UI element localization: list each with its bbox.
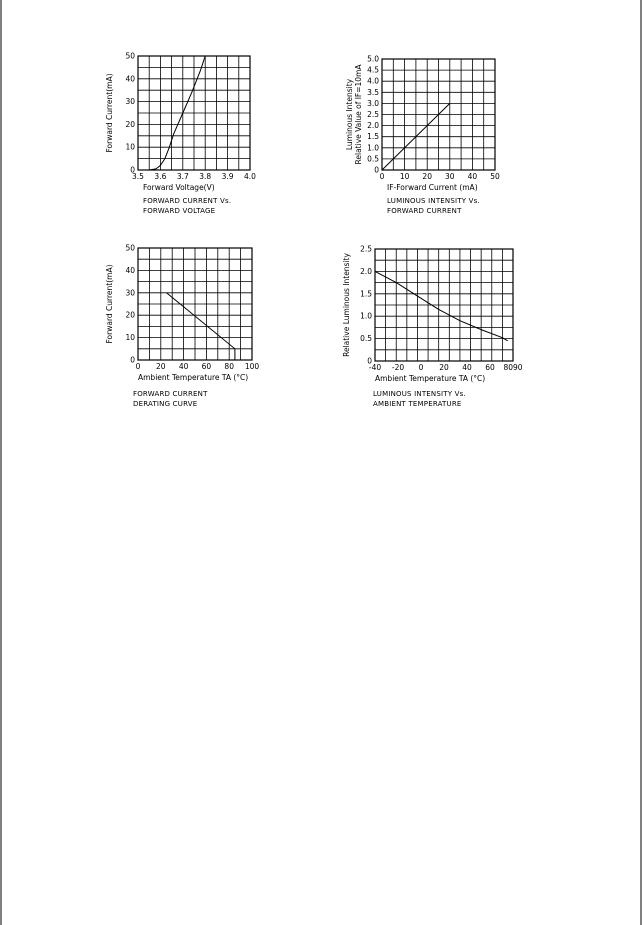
y-tick-label: 4.5 <box>367 65 379 75</box>
chart2-caption-line2: FORWARD CURRENT <box>387 207 462 215</box>
y-tick-label: 30 <box>125 97 135 107</box>
chart3-caption-line1: FORWARD CURRENT <box>133 390 208 398</box>
y-tick-label: 2.0 <box>367 121 379 131</box>
y-axis-label-secondary: Relative Value of IF=10mA <box>354 64 363 165</box>
y-tick-label: 40 <box>125 265 135 275</box>
x-tick-label: 8090 <box>503 363 523 372</box>
y-axis-label: Relative Luminous Intensity <box>342 253 351 357</box>
chart-grid <box>138 56 250 170</box>
chart2-caption <box>387 196 480 216</box>
y-tick-label: 1.0 <box>360 311 372 321</box>
x-tick-label: 20 <box>422 172 432 181</box>
y-tick-label: 50 <box>125 51 135 61</box>
x-tick-label: 30 <box>445 172 455 181</box>
derating-curve-chart <box>95 238 275 398</box>
x-tick-label: 0 <box>135 362 141 371</box>
x-axis-label: Forward Voltage(V) <box>143 183 215 192</box>
luminous-intensity-temperature-chart <box>335 238 535 398</box>
x-tick-label: -40 <box>368 363 382 372</box>
y-axis-label: Luminous Intensity <box>345 78 354 151</box>
y-tick-label: 10 <box>125 142 135 152</box>
y-tick-label: 50 <box>125 243 135 253</box>
x-tick-label: 40 <box>178 362 189 371</box>
y-tick-label: 1.5 <box>360 289 372 299</box>
x-tick-label: 3.7 <box>176 172 189 181</box>
x-tick-label: 3.8 <box>199 172 212 181</box>
luminous-intensity-current-chart <box>335 45 515 205</box>
chart4-caption <box>373 389 466 409</box>
y-tick-label: 1.0 <box>367 143 379 153</box>
chart1-caption <box>143 196 231 216</box>
x-axis-label: Ambient Temperature TA (°C) <box>138 373 249 382</box>
chart1-caption-line1: FORWARD CURRENT Vs. <box>143 197 232 205</box>
forward-voltage-chart <box>95 45 275 205</box>
x-tick-label: 3.5 <box>132 172 144 181</box>
x-tick-label: 80 <box>224 362 234 371</box>
x-tick-label: 50 <box>490 172 500 181</box>
y-tick-label: 0 <box>130 165 135 175</box>
y-tick-label: 1.5 <box>367 132 379 142</box>
x-tick-label: -20 <box>391 363 405 372</box>
x-axis-label: IF-Forward Current (mA) <box>387 183 478 192</box>
x-tick-label: 4.0 <box>244 172 256 181</box>
y-axis-label: Forward Current(mA) <box>105 73 114 153</box>
chart-grid <box>375 249 513 361</box>
y-tick-label: 0.5 <box>367 154 379 164</box>
x-tick-label: 40 <box>462 363 472 372</box>
y-tick-label: 10 <box>125 333 135 343</box>
y-tick-label: 2.0 <box>360 266 372 276</box>
y-tick-label: 20 <box>125 119 135 129</box>
chart3-caption <box>133 389 208 409</box>
x-tick-label: 20 <box>439 363 449 372</box>
y-tick-label: 3.0 <box>367 98 379 108</box>
x-axis-label: Ambient Temperature TA (°C) <box>375 374 486 383</box>
x-tick-label: 10 <box>399 172 410 181</box>
series-line <box>375 271 508 340</box>
y-tick-label: 0 <box>130 355 135 365</box>
y-tick-label: 2.5 <box>367 110 379 119</box>
y-tick-label: 2.5 <box>360 244 372 254</box>
chart4-caption-line2: AMBIENT TEMPERATURE <box>373 400 462 408</box>
y-tick-label: 0 <box>367 356 372 366</box>
y-tick-label: 5.0 <box>367 54 379 64</box>
y-tick-label: 20 <box>125 310 135 320</box>
x-tick-label: 0 <box>379 172 385 181</box>
x-tick-label: 60 <box>201 362 212 371</box>
y-axis-label: Forward Current(mA) <box>105 264 114 344</box>
x-tick-label: 3.9 <box>221 172 234 181</box>
y-tick-label: 0 <box>374 165 379 175</box>
x-tick-label: 3.6 <box>154 172 167 181</box>
chart4-caption-line1: LUMINOUS INTENSITY Vs. <box>373 390 466 398</box>
x-tick-label: 60 <box>485 363 495 372</box>
y-tick-label: 4.0 <box>367 76 379 86</box>
x-tick-label: 100 <box>244 362 260 371</box>
x-tick-label: 0 <box>418 363 424 372</box>
chart1-caption-line2: FORWARD VOLTAGE <box>143 207 216 215</box>
y-tick-label: 0.5 <box>360 334 372 344</box>
chart-grid <box>138 248 252 360</box>
x-tick-label: 40 <box>467 172 478 181</box>
y-tick-label: 30 <box>125 288 135 298</box>
chart2-caption-line1: LUMINOUS INTENSITY Vs. <box>387 197 480 205</box>
chart3-caption-line2: DERATING CURVE <box>133 400 198 408</box>
y-tick-label: 40 <box>125 74 135 84</box>
x-tick-label: 20 <box>156 362 166 371</box>
y-tick-label: 3.5 <box>367 87 379 97</box>
